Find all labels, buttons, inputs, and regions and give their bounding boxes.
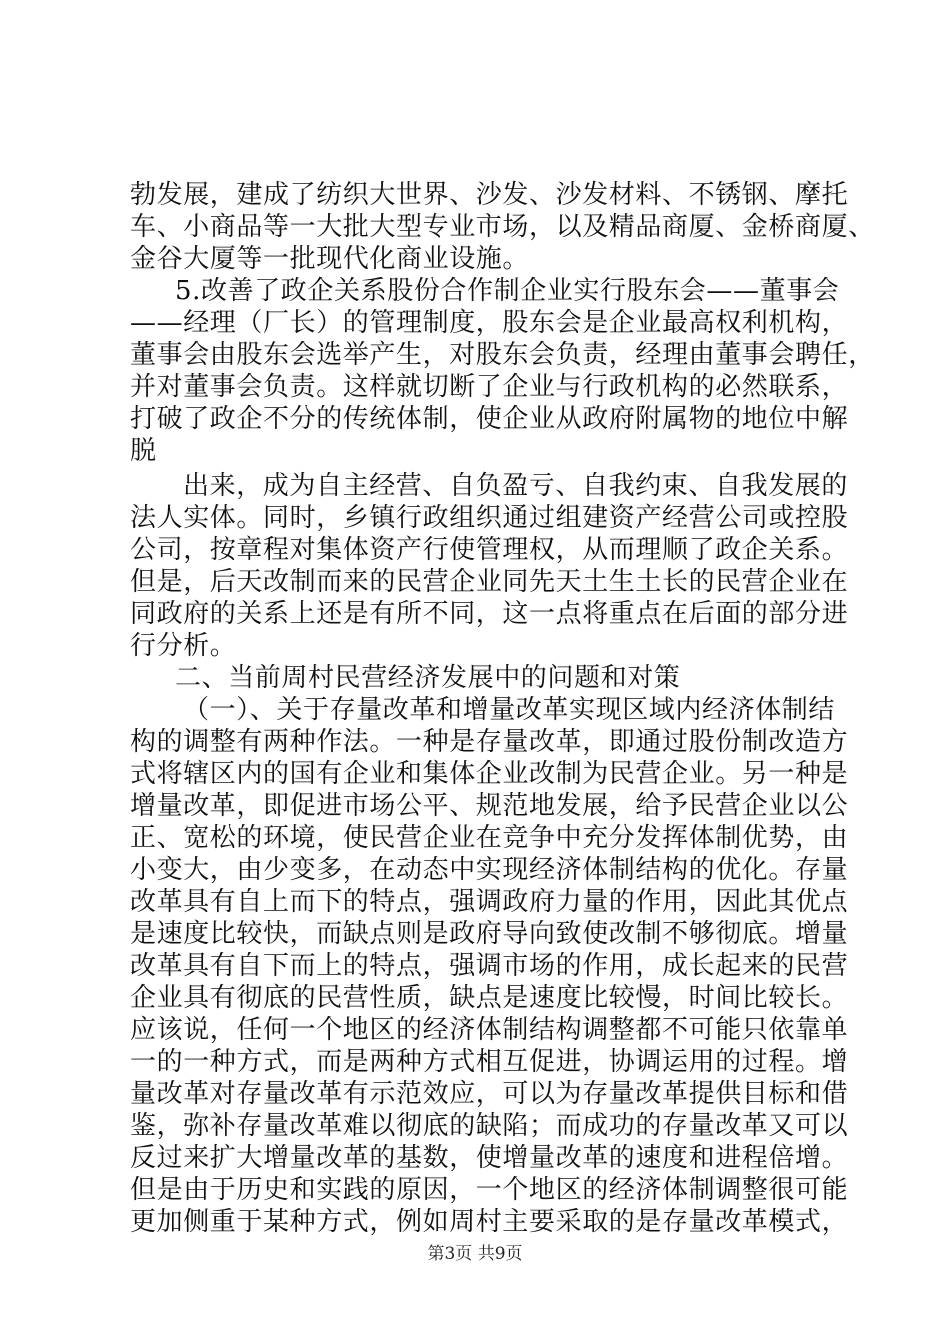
text-line: （一）、关于存量改革和增量改革实现区域内经济体制结 (183, 695, 836, 725)
text-line: 企业具有彻底的民营性质，缺点是速度比较慢，时间比较长。 (130, 983, 849, 1013)
text-line: 式将辖区内的国有企业和集体企业改制为民营企业。另一种是 (130, 759, 849, 789)
text-line: 增量改革，即促进市场公平、规范地发展，给予民营企业以公 (130, 791, 849, 821)
text-line: 构的调整有两种作法。一种是存量改革，即通过股份制改造方 (130, 727, 849, 757)
text-line: 更加侧重于某种方式，例如周村主要采取的是存量改革模式， (130, 1207, 849, 1237)
text-line: 行分析。 (130, 631, 237, 661)
text-line: 是速度比较快，而缺点则是政府导向致使改制不够彻底。增量 (130, 919, 849, 949)
text-line: 董事会由股东会选举产生，对股东会负责，经理由董事会聘任， (130, 340, 875, 370)
text-line: 金谷大厦等一批现代化商业设施。 (130, 244, 530, 274)
text-line: 一的一种方式，而是两种方式相互促进，协调运用的过程。增 (130, 1047, 849, 1077)
text-line: 法人实体。同时，乡镇行政组织通过组建资产经营公司或控股 (130, 503, 849, 533)
text-line: 并对董事会负责。这样就切断了企业与行政机构的必然联系， (130, 372, 849, 402)
text-line: 鉴，弥补存量改革难以彻底的缺陷；而成功的存量改革又可以 (130, 1111, 849, 1141)
text-line: 小变大，由少变多，在动态中实现经济体制结构的优化。存量 (130, 855, 849, 885)
text-line: 车、小商品等一大批大型专业市场，以及精品商厦、金桥商厦、 (130, 212, 875, 242)
section-heading: 二、当前周村民营经济发展中的问题和对策 (175, 663, 681, 693)
text-line: 正、宽松的环境，使民营企业在竞争中充分发挥体制优势，由 (130, 823, 849, 853)
text-line: 公司，按章程对集体资产行使管理权，从而理顺了政企关系。 (130, 535, 849, 565)
page-footer: 第3页 共9页 (427, 1244, 523, 1264)
text-line: 打破了政企不分的传统体制，使企业从政府附属物的地位中解 (130, 404, 849, 434)
text-line: 同政府的关系上还是有所不同，这一点将重点在后面的部分进 (130, 599, 849, 629)
text-line: 出来，成为自主经营、自负盈亏、自我约束、自我发展的 (183, 471, 849, 501)
text-line: 反过来扩大增量改革的基数，使增量改革的速度和进程倍增。 (130, 1143, 849, 1173)
text-line: ——经理（厂长）的管理制度，股东会是企业最高权利机构， (130, 308, 849, 338)
text-line: 勃发展，建成了纺织大世界、沙发、沙发材料、不锈钢、摩托 (130, 180, 849, 210)
text-line: 改革具有自下而上的特点，强调市场的作用，成长起来的民营 (130, 951, 849, 981)
text-line: 应该说，任何一个地区的经济体制结构调整都不可能只依靠单 (130, 1015, 849, 1045)
text-line: 量改革对存量改革有示范效应，可以为存量改革提供目标和借 (130, 1079, 849, 1109)
text-line: 但是，后天改制而来的民营企业同先天土生土长的民营企业在 (130, 567, 849, 597)
text-line: 改革具有自上而下的特点，强调政府力量的作用，因此其优点 (130, 887, 849, 917)
text-line: 5.改善了政企关系股份合作制企业实行股东会——董事会 (175, 276, 840, 306)
text-line: 脱 (130, 436, 157, 466)
text-line: 但是由于历史和实践的原因，一个地区的经济体制调整很可能 (130, 1175, 849, 1205)
